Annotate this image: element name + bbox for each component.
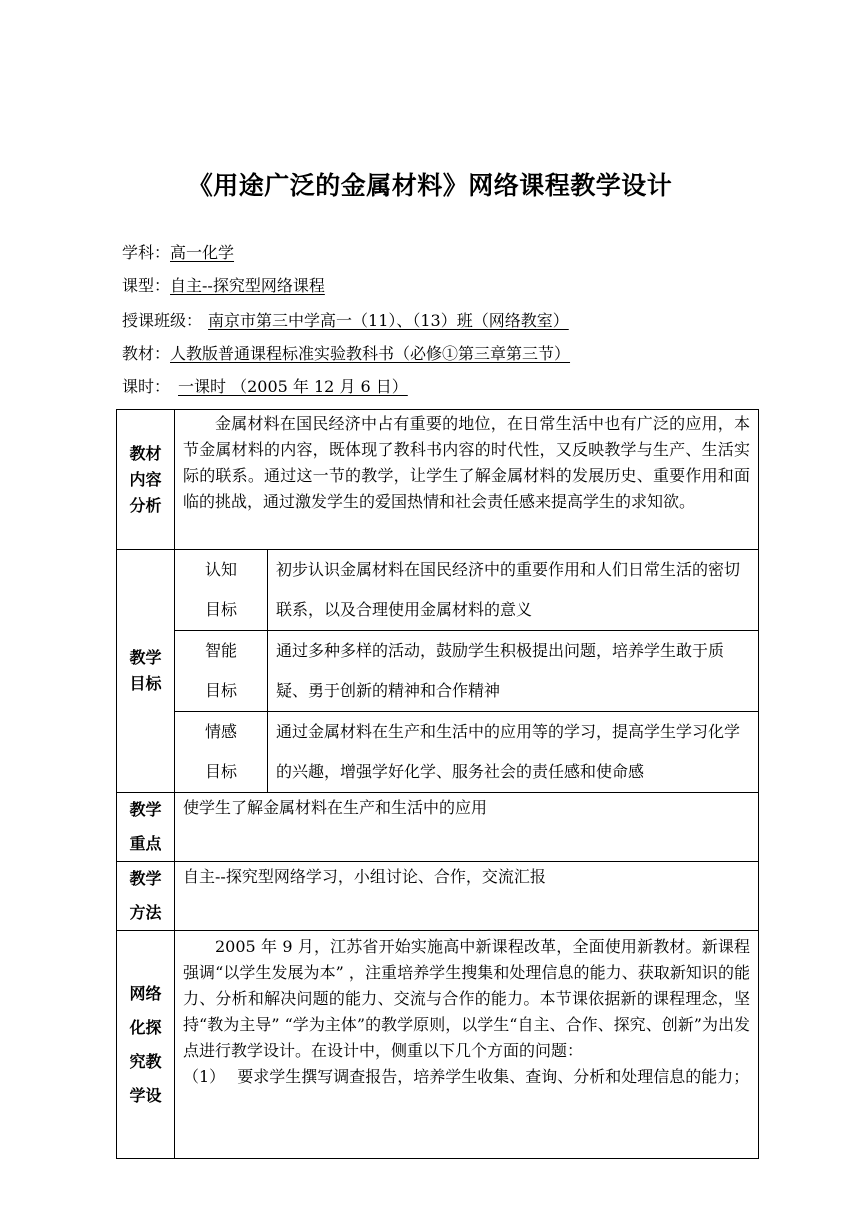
analysis-text: 金属材料在国民经济中占有重要的地位，在日常生活中也有广泛的应用，本节金属材料的内容，既体现了教科书内容的时代性，又反映教学与生产、生活实际的联系。通过这一节的教学，让学生了解金属材料的发展历史、重要作用和面临的挑战，通过激发学生的爱国热情和社会责任感来提高学生的求知欲。 — [183, 414, 751, 511]
method-text: 自主--探究型网络学习，小组讨论、合作，交流汇报 — [183, 867, 546, 886]
row-method — [117, 862, 759, 931]
method-head: 教学 方法 — [117, 862, 175, 931]
row-goal-emotion — [117, 712, 759, 793]
meta-subject-value: 高一化学 — [170, 243, 235, 262]
goal-ability-head: 智能 目标 — [175, 631, 268, 712]
meta-class — [122, 311, 569, 331]
document-title: 《用途广泛的金属材料》网络课程教学设计 — [187, 171, 673, 200]
meta-course-type-label: 课型： — [122, 276, 171, 295]
meta-textbook-value: 人教版普通课程标准实验教科书（必修①第三章第三节） — [170, 344, 571, 363]
meta-subject — [122, 243, 284, 263]
meta-period-value: 一课时 （2005 年 12 月 6 日） — [178, 377, 408, 396]
row-analysis — [117, 410, 759, 550]
meta-period-label: 课时： — [122, 377, 171, 396]
lesson-plan-table — [116, 409, 759, 1159]
goal-ability-text: 通过多种多样的活动，鼓励学生积极提出问题，培养学生敢于质疑、勇于创新的精神和合作精神 — [276, 641, 725, 700]
focus-head: 教学 重点 — [117, 793, 175, 862]
goal-emotion-head: 情感 目标 — [175, 712, 268, 793]
design-content — [175, 931, 759, 1159]
goal-ability-content — [268, 631, 759, 712]
meta-class-label: 授课班级： — [122, 311, 203, 330]
design-list-number: （1） — [183, 1067, 226, 1086]
meta-course-type — [122, 276, 325, 296]
row-goal-cognitive — [117, 550, 759, 631]
meta-subject-label: 学科： — [122, 243, 171, 262]
design-list-text: 要求学生撰写调查报告，培养学生收集、查询、分析和处理信息的能力； — [237, 1067, 750, 1086]
goal-emotion-text: 通过金属材料在生产和生活中的应用等的学习，提高学生学习化学的兴趣，增强学好化学、服务社会的责任感和使命感 — [276, 722, 741, 781]
row-design — [117, 931, 759, 1159]
goals-head: 教学 目标 — [117, 550, 175, 793]
analysis-content — [175, 410, 759, 550]
meta-class-value: 南京市第三中学高一（11）、（13）班（网络教室） — [208, 311, 569, 330]
design-list-item — [175, 1064, 758, 1090]
focus-text: 使学生了解金属材料在生产和生活中的应用 — [183, 798, 488, 817]
design-text: 2005 年 9 月，江苏省开始实施高中新课程改革，全面使用新教材。新课程强调“以学生发展为本” ，注重培养学生搜集和处理信息的能力、获取新知识的能力、分析和解决问题的能力、交流与合作的能力。本节课依据新的课程理念，坚持“教为主导” “学为主体”的教学原则，以学生“自主、合作、探究、创新”为出发点进行教学设计。在设计中，侧重以下几个方面的问题： — [183, 937, 751, 1060]
meta-textbook-label: 教材： — [122, 344, 171, 363]
design-head: 网络 化探 究教 学设 — [117, 931, 175, 1159]
row-goal-ability — [117, 631, 759, 712]
goal-cognitive-text: 初步认识金属材料在国民经济中的重要作用和人们日常生活的密切联系，以及合理使用金属材料的意义 — [276, 560, 741, 619]
meta-period — [122, 377, 430, 397]
meta-textbook — [122, 344, 578, 364]
goal-emotion-content — [268, 712, 759, 793]
analysis-head: 教材 内容 分析 — [117, 410, 175, 550]
meta-course-type-value: 自主--探究型网络课程 — [170, 276, 325, 295]
goal-cognitive-head: 认知 目标 — [175, 550, 268, 631]
goal-cognitive-content — [268, 550, 759, 631]
row-focus — [117, 793, 759, 862]
method-content — [175, 862, 759, 931]
focus-content — [175, 793, 759, 862]
